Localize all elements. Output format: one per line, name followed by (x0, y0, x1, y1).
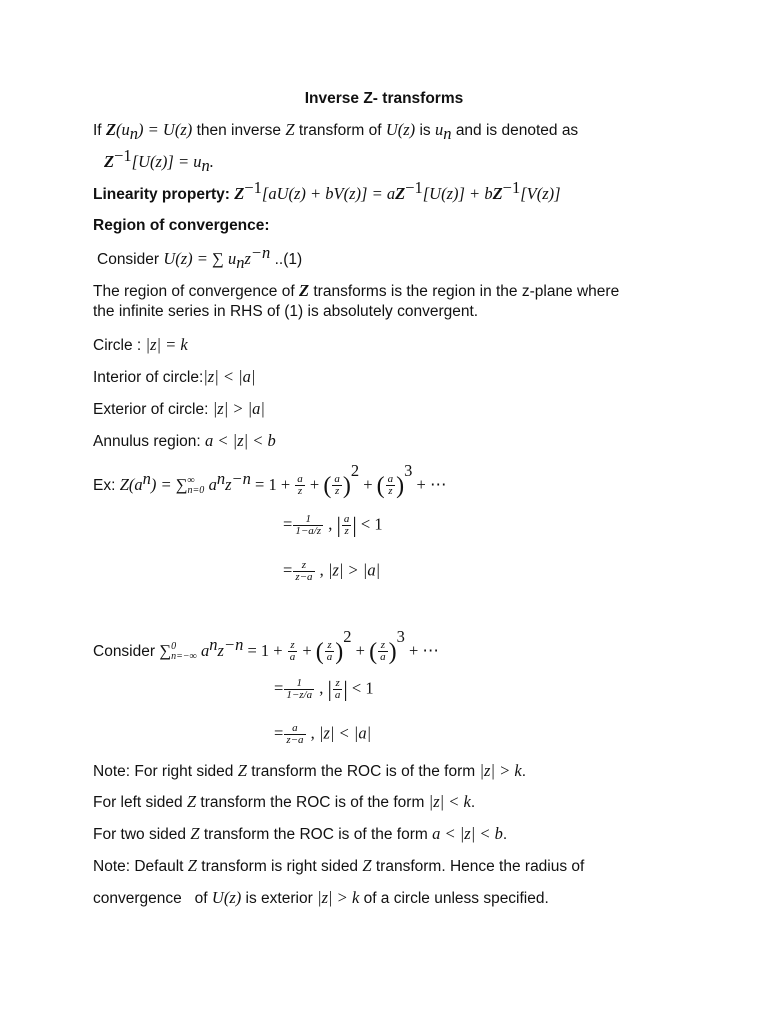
ex1-power-2: 2 (350, 461, 360, 480)
lin-sup2: −1 (405, 177, 423, 197)
ex1l2-frac (293, 514, 323, 537)
circle-line (93, 335, 188, 356)
ex1l2-bar-open: | (336, 512, 341, 538)
note-right-sided (93, 761, 526, 782)
note5-text-c: of a circle unless specified. (359, 890, 549, 907)
circle-label: Circle : (93, 337, 146, 354)
interior-expr: |z| < |a| (203, 367, 256, 386)
ex1-term2-sup: −n (231, 468, 251, 488)
circle-expr: |z| = k (145, 335, 188, 354)
ex1l3-frac (293, 560, 314, 583)
note4-text-c: transform. Hence the radius of (371, 858, 585, 875)
inv-dot: . (209, 152, 214, 171)
ex2l2-den: 1−z/a (286, 689, 313, 701)
ex2-frac-3-den: a (380, 651, 386, 664)
ex1-frac-2 (332, 474, 342, 497)
linearity-label: Linearity property: (93, 186, 230, 203)
ex1-paren-open-1: ( (323, 472, 332, 499)
ex2l2-abs-num: z (333, 678, 343, 690)
ex2l2-sep: , (315, 678, 328, 698)
exterior-label: Exterior of circle: (93, 401, 213, 418)
ex2l2-rel: < 1 (347, 678, 374, 698)
ex1-sum-limits (188, 476, 205, 496)
note3-text-a: For two sided (93, 826, 191, 843)
definition-inverse (104, 145, 214, 176)
ex1-lhs: Z(a (119, 475, 143, 494)
note4-z2: Z (362, 856, 372, 875)
note-left-sided (93, 792, 475, 813)
ex1-tail: + ⋯ (412, 475, 447, 494)
example-2-line-3 (274, 723, 371, 746)
ex2-label: Consider (93, 643, 160, 660)
ex2-term-sup: n (209, 634, 218, 654)
ex1l2-sep: , (324, 514, 337, 534)
ex2-sum-top: 0 (171, 640, 177, 652)
ex1l3-rel: |z| > |a| (327, 560, 381, 580)
ex1l2-abs-den: z (344, 525, 349, 537)
note1-text-b: transform the ROC is of the form (246, 763, 480, 780)
note1-text-c: . (521, 763, 527, 780)
note3-z: Z (190, 824, 200, 843)
note3-text-b: transform the ROC is of the form (199, 826, 433, 843)
consider-sup: −n (250, 242, 271, 262)
annulus-expr: a < |z| < b (205, 431, 276, 450)
note-two-sided (93, 824, 507, 845)
inv-rest: [U(z)] = u (131, 152, 202, 171)
example-1-line-1 (93, 461, 447, 499)
note5-expr: |z| > k (317, 888, 360, 907)
def-expr-1: (u (116, 120, 130, 139)
ex2-tail: + ⋯ (404, 641, 439, 660)
definition-line (93, 120, 579, 144)
ex1-term2: z (225, 475, 232, 494)
ex1l3-num: z (293, 560, 314, 572)
ex1l2-abs-frac (342, 514, 352, 537)
ex1l2-num: 1 (293, 514, 323, 526)
ex1-eq: = 1 + (250, 475, 295, 494)
example-2-line-2 (274, 678, 374, 701)
ex2-frac-3-num: z (378, 640, 388, 652)
lin-c: [V(z)] (520, 184, 561, 203)
ex2l2-abs-frac (333, 678, 343, 701)
note4-z1: Z (187, 856, 197, 875)
ex1-term-sup: n (216, 468, 226, 488)
roc-paragraph-line-2: the infinite series in RHS of (1) is absolutely convergent. (93, 303, 479, 320)
consider-label: Consider (97, 251, 160, 268)
roc-heading: Region of convergence: (93, 217, 270, 234)
example-2-line-1 (93, 627, 439, 665)
note5-text-a: convergence of (93, 890, 212, 907)
lin-sup3: −1 (502, 177, 521, 197)
ex2l3-frac (284, 723, 305, 746)
ex1l3-eq: = (283, 560, 293, 580)
roc-text-z: Z (298, 281, 310, 300)
ex1-plus-1: + (305, 475, 324, 494)
ex2l3-rel: |z| < |a| (318, 723, 372, 743)
ex2l2-bar-close: | (343, 676, 348, 702)
ex2l3-den: z−a (286, 734, 304, 746)
ex1-frac-2-den: z (334, 485, 340, 498)
ex1-term: a (208, 475, 217, 494)
def-z-symbol: Z (105, 120, 117, 139)
ex2-frac-2 (325, 640, 335, 663)
def-text-if: If (93, 122, 102, 139)
ex2-term: a (201, 641, 210, 660)
ex2-paren-close-2: ) (388, 638, 397, 665)
lin-z1: Z (234, 184, 245, 203)
ex2-plus-1: + (298, 641, 316, 660)
ex1-power-3: 3 (404, 461, 413, 480)
ex2-paren-close-1: ) (335, 638, 344, 665)
ex1l2-eq: = (283, 514, 293, 534)
def-text-mid2: transform of (298, 122, 382, 139)
ex1-paren-close-1: ) (342, 472, 351, 499)
ex1-sum-top: ∞ (187, 474, 195, 486)
ex1-frac-3 (386, 474, 396, 497)
note5-text-b: is exterior (241, 890, 318, 907)
ex2-frac-1 (288, 640, 298, 663)
ex2l3-eq: = (274, 723, 284, 743)
roc-paragraph-line-1 (93, 281, 619, 302)
ex1-frac-3-num: a (387, 473, 394, 486)
ex2-plus-2: + (351, 641, 370, 660)
ex1l2-den: 1−a/z (295, 525, 322, 537)
def-text-post: and is denoted as (455, 122, 579, 139)
ex1l3-den: z−a (295, 571, 313, 583)
ex1-frac-2-num: a (334, 473, 340, 486)
ex2l2-abs-den: a (334, 689, 341, 701)
consider-sub: n (236, 253, 245, 273)
ex1-lhs-sup: n (142, 468, 151, 488)
ex1-plus-2: + (359, 475, 377, 494)
def-expr-sub: n (129, 124, 139, 144)
ex2-frac-2-num: z (325, 640, 335, 652)
ex2-power-2: 2 (343, 627, 352, 646)
def-expr-2: ) = U(z) (138, 120, 193, 139)
note2-z: Z (186, 792, 197, 811)
inv-sup: −1 (114, 145, 132, 165)
lin-b: [U(z)] + b (422, 184, 493, 203)
note-default (93, 856, 584, 877)
def-z2: Z (285, 120, 295, 139)
ex2-term2-sup: −n (223, 634, 244, 654)
def-text-mid: then inverse (196, 122, 282, 139)
note1-text-a: Note: For right sided (93, 763, 238, 780)
note5-uz: U(z) (211, 888, 242, 907)
note3-text-c: . (502, 826, 508, 843)
lin-z2: Z (395, 184, 406, 203)
linearity-line (93, 177, 561, 205)
ex1l2-rel: < 1 (356, 514, 383, 534)
ex1-frac-1-den: z (297, 485, 303, 498)
lin-a: [aU(z) + bV(z)] = a (261, 184, 396, 203)
ex2-power-3: 3 (396, 627, 405, 646)
note4-text-b: transform is right sided (196, 858, 363, 875)
consider-expr: U(z) = ∑ u (163, 249, 237, 268)
ex1l2-bar-close: | (352, 512, 357, 538)
exterior-expr: |z| > |a| (212, 399, 265, 418)
note4-text-a: Note: Default (93, 858, 188, 875)
note2-text-a: For left sided (93, 794, 187, 811)
ex2-paren-open-2: ( (369, 638, 378, 665)
ex2-sum-bot: n=−∞ (171, 650, 197, 662)
interior-label: Interior of circle: (93, 369, 204, 386)
ex2l2-frac (284, 678, 314, 701)
ex2-sum-limits (171, 642, 197, 662)
ex2-frac-2-den: a (326, 651, 333, 664)
consider-line (97, 242, 303, 273)
annulus-label: Annulus region: (93, 433, 206, 450)
note1-z: Z (237, 761, 247, 780)
ex1-frac-1-num: a (297, 473, 303, 486)
ex1-paren-close-2: ) (396, 472, 405, 499)
exterior-line (93, 399, 265, 420)
ex2l2-eq: = (274, 678, 284, 698)
note2-text-c: . (470, 794, 476, 811)
ex2-eq: = 1 + (243, 641, 287, 660)
note2-text-b: transform the ROC is of the form (196, 794, 429, 811)
consider-z: z (244, 249, 251, 268)
lin-z3: Z (492, 184, 503, 203)
ex2-sum: ∑ (159, 641, 172, 660)
annulus-line (93, 431, 276, 452)
ex2-paren-open-1: ( (315, 638, 324, 665)
ex1l2-abs-num: a (343, 513, 350, 525)
inv-sub: n (201, 156, 210, 176)
roc-text-1a: The region of convergence of (93, 283, 295, 300)
ex2l3-num: a (284, 723, 305, 735)
note2-expr: |z| < k (428, 792, 471, 811)
ex1-label: Ex: (93, 477, 120, 494)
page-title: Inverse Z- transforms (304, 90, 464, 107)
ex1-frac-3-den: z (388, 485, 393, 498)
ex2-frac-1-den: a (289, 651, 296, 664)
roc-text-1b: transforms is the region in the z-plane where (313, 283, 620, 300)
lin-sup1: −1 (244, 177, 262, 197)
note3-expr: a < |z| < b (432, 824, 503, 843)
ex2-frac-3 (378, 640, 388, 663)
example-1-line-3 (283, 560, 380, 583)
inv-z: Z (104, 152, 115, 171)
ex2l3-sep: , (306, 723, 319, 743)
interior-line (93, 367, 255, 388)
consider-ref: ..(1) (274, 251, 303, 268)
ex1-sum-bot: n=0 (187, 484, 205, 496)
note-radius (93, 888, 549, 909)
ex2-term2: z (217, 641, 224, 660)
example-1-line-2 (283, 514, 383, 537)
ex1-lhs2: ) = ∑ (150, 475, 188, 494)
ex2-frac-1-num: z (288, 640, 298, 652)
ex1l3-sep: , (315, 560, 328, 580)
ex1-frac-1 (295, 474, 305, 497)
note1-expr: |z| > k (479, 761, 522, 780)
def-un: u (435, 120, 444, 139)
def-uz: U(z) (385, 120, 416, 139)
ex2l2-bar-open: | (327, 676, 332, 702)
ex1-paren-open-2: ( (376, 472, 385, 499)
def-text-is: is (419, 122, 431, 139)
def-un-sub: n (443, 124, 452, 144)
ex2l2-num: 1 (284, 678, 314, 690)
